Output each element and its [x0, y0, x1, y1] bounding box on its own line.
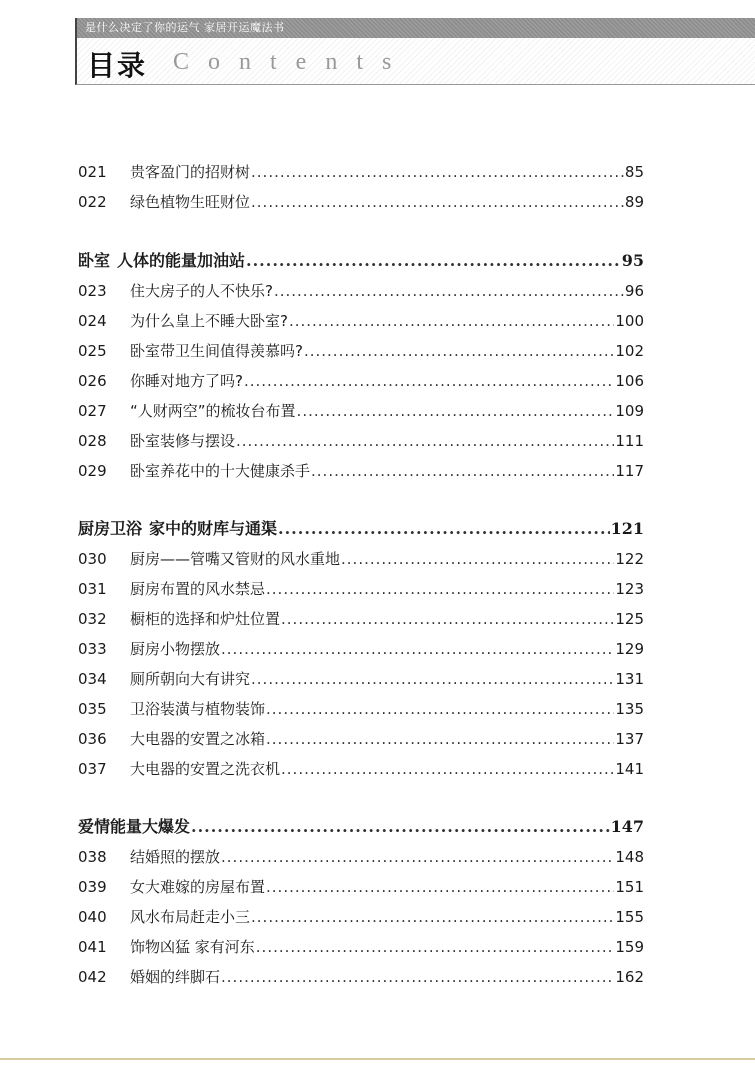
toc-entry[interactable] [78, 546, 644, 572]
page-number: 155 [615, 908, 644, 926]
toc-entry[interactable] [78, 576, 644, 602]
dot-leader [221, 636, 614, 662]
page-number: 159 [615, 938, 644, 956]
page-number: 151 [615, 878, 644, 896]
toc-entry[interactable] [78, 636, 644, 662]
entry-title: 住大房子的人不快乐? [130, 282, 273, 300]
page-number: 96 [624, 282, 644, 300]
dot-leader [304, 338, 614, 364]
page-number: 131 [615, 670, 644, 688]
dot-leader [341, 546, 614, 572]
toc-entry[interactable] [78, 308, 644, 334]
entry-title: “人财两空”的梳妆台布置 [130, 402, 296, 420]
dot-leader [278, 516, 610, 542]
toc-title-row [77, 38, 755, 84]
page-number: 125 [615, 610, 644, 628]
section-name: 爱情能量大爆发 [78, 817, 191, 836]
page-number: 162 [615, 968, 644, 986]
dot-leader [281, 756, 614, 782]
entry-title: 厨房——管嘴又管财的风水重地 [130, 550, 341, 568]
dot-leader [266, 696, 614, 722]
toc-entry[interactable] [78, 458, 644, 484]
series-title-band [77, 18, 755, 38]
toc-section-heading[interactable] [78, 814, 644, 840]
dot-leader [251, 159, 624, 185]
entry-number: 037 [78, 760, 107, 778]
entry-title: 结婚照的摆放 [130, 848, 221, 866]
entry-number: 034 [78, 670, 107, 688]
toc-entry[interactable] [78, 338, 644, 364]
toc-entry[interactable] [78, 874, 644, 900]
entry-title: 厕所朝向大有讲究 [130, 670, 251, 688]
toc-entry[interactable] [78, 726, 644, 752]
page-number: 106 [615, 372, 644, 390]
entry-number: 029 [78, 462, 107, 480]
entry-number: 026 [78, 372, 107, 390]
entry-title: 为什么皇上不睡大卧室? [130, 312, 288, 330]
toc-title-chinese: 目录 [87, 49, 148, 82]
dot-leader [266, 576, 614, 602]
dot-leader [251, 189, 624, 215]
section-name: 厨房卫浴 [78, 519, 143, 538]
toc-section-heading[interactable] [78, 516, 644, 542]
entry-title: 大电器的安置之冰箱 [130, 730, 266, 748]
entry-title: 饰物凶猛 家有河东 [130, 938, 255, 956]
toc-entry[interactable] [78, 428, 644, 454]
dot-leader [256, 934, 615, 960]
toc-title-english: Contents [173, 49, 411, 75]
toc-entry[interactable] [78, 844, 644, 870]
toc-entry[interactable] [78, 606, 644, 632]
entry-number: 041 [78, 938, 107, 956]
entry-number: 036 [78, 730, 107, 748]
page-number: 85 [624, 163, 644, 181]
toc-entry[interactable] [78, 189, 644, 215]
entry-title: 厨房布置的风水禁忌 [130, 580, 266, 598]
toc-entry[interactable] [78, 159, 644, 185]
section-subtitle: 人体的能量加油站 [117, 251, 246, 270]
series-title: 是什么决定了你的运气 家居开运魔法书 [85, 21, 285, 34]
page-number: 95 [621, 251, 644, 270]
toc-entry[interactable] [78, 278, 644, 304]
section-title [78, 516, 277, 542]
page-header [75, 18, 755, 85]
entry-number: 032 [78, 610, 107, 628]
page-number: 89 [624, 193, 644, 211]
dot-leader [281, 606, 614, 632]
toc-entry[interactable] [78, 964, 644, 990]
entry-title: 绿色植物生旺财位 [130, 193, 251, 211]
toc-entry[interactable] [78, 368, 644, 394]
bottom-rule [0, 1058, 755, 1060]
toc-entry[interactable] [78, 398, 644, 424]
entry-number: 038 [78, 848, 107, 866]
entry-number: 042 [78, 968, 107, 986]
entry-number: 030 [78, 550, 107, 568]
entry-number: 027 [78, 402, 107, 420]
entry-title: 卧室养花中的十大健康杀手 [130, 462, 311, 480]
page-number: 147 [610, 817, 644, 836]
entry-title: 大电器的安置之洗衣机 [130, 760, 281, 778]
entry-title: 女大难嫁的房屋布置 [130, 878, 266, 896]
page-number: 129 [615, 640, 644, 658]
entry-title: 卧室装修与摆设 [130, 432, 236, 450]
entry-number: 033 [78, 640, 107, 658]
page-number: 148 [615, 848, 644, 866]
toc-entry[interactable] [78, 904, 644, 930]
toc-entry[interactable] [78, 696, 644, 722]
page-number: 109 [615, 402, 644, 420]
entry-number: 022 [78, 193, 107, 211]
dot-leader [311, 458, 614, 484]
page-number: 122 [615, 550, 644, 568]
page-number: 102 [615, 342, 644, 360]
entry-title: 风水布局赶走小三 [130, 908, 251, 926]
dot-leader [221, 844, 614, 870]
dot-leader [246, 248, 621, 274]
entry-number: 021 [78, 163, 107, 181]
page-number: 135 [615, 700, 644, 718]
entry-title: 婚姻的绊脚石 [130, 968, 221, 986]
dot-leader [221, 964, 614, 990]
entry-number: 031 [78, 580, 107, 598]
entry-title: 橱柜的选择和炉灶位置 [130, 610, 281, 628]
dot-leader [191, 814, 610, 840]
toc-entry[interactable] [78, 934, 644, 960]
entry-number: 035 [78, 700, 107, 718]
entry-title: 卫浴装潢与植物装饰 [130, 700, 266, 718]
dot-leader [244, 368, 614, 394]
toc-entry[interactable] [78, 666, 644, 692]
dot-leader [251, 904, 614, 930]
entry-number: 039 [78, 878, 107, 896]
dot-leader [266, 874, 614, 900]
entry-title: 你睡对地方了吗? [130, 372, 243, 390]
toc-entry[interactable] [78, 756, 644, 782]
entry-title: 贵客盈门的招财树 [130, 163, 251, 181]
page-number: 111 [615, 432, 644, 450]
entry-title: 厨房小物摆放 [130, 640, 221, 658]
section-name: 卧室 [78, 251, 111, 270]
entry-number: 025 [78, 342, 107, 360]
page-number: 117 [615, 462, 644, 480]
entry-title: 卧室带卫生间值得羡慕吗? [130, 342, 303, 360]
page-number: 121 [610, 519, 644, 538]
page-number: 137 [615, 730, 644, 748]
page-number: 123 [615, 580, 644, 598]
dot-leader [251, 666, 614, 692]
page-number: 141 [615, 760, 644, 778]
toc-section-heading[interactable] [78, 248, 644, 274]
dot-leader [289, 308, 614, 334]
dot-leader [266, 726, 614, 752]
entry-number: 023 [78, 282, 107, 300]
section-title [78, 814, 190, 840]
page-number: 100 [615, 312, 644, 330]
dot-leader [297, 398, 615, 424]
entry-number: 024 [78, 312, 107, 330]
entry-number: 040 [78, 908, 107, 926]
dot-leader [236, 428, 614, 454]
section-subtitle: 家中的财库与通渠 [149, 519, 278, 538]
dot-leader [274, 278, 624, 304]
section-title [78, 248, 245, 274]
entry-number: 028 [78, 432, 107, 450]
